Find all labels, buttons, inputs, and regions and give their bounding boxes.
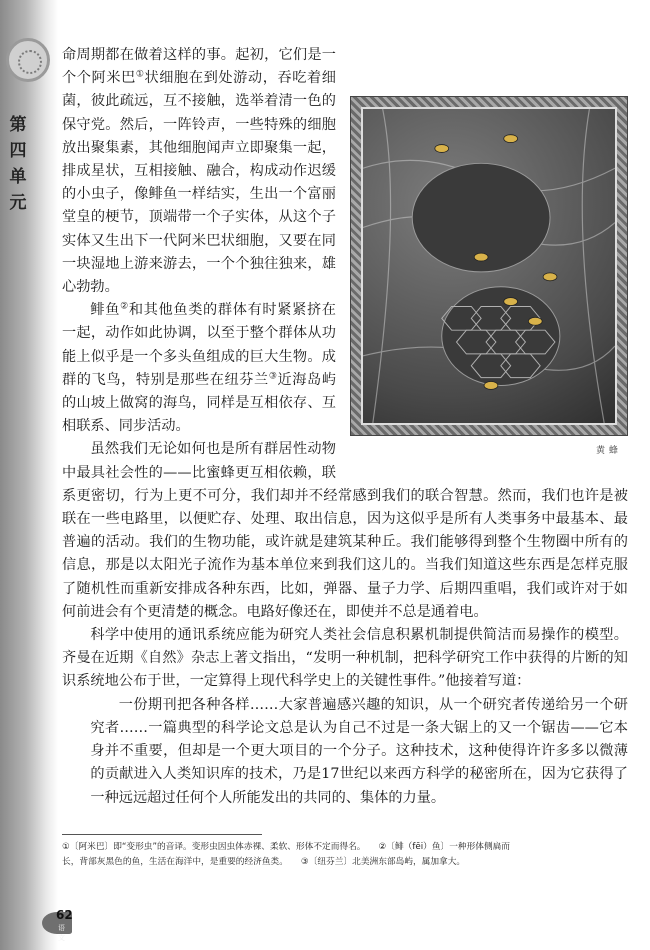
footnotes [62, 840, 628, 870]
unit-label: 第四单元 [9, 115, 27, 213]
figure-caption: 黄蜂 [595, 446, 622, 456]
footnote-marker-2: ② [120, 301, 129, 312]
subject-label: 语 文 [58, 924, 65, 942]
block-quote [62, 694, 628, 810]
decorative-emblem-icon [6, 38, 50, 82]
paragraph-2: 鲱鱼②和其他鱼类的群体有时紧紧挤在一起，动作如此协调，以至于整个群体从功能上似乎是一个多头鱼组成的巨大生物。成群的飞鸟，特别是那些在纽芬兰③近海岛屿的山坡上做窝的海鸟，同样是互相依存、互相联系、同步活动。 [62, 301, 336, 435]
wasp-nest-icon [363, 109, 615, 423]
page-number: 62 [56, 908, 73, 922]
paragraph-4: 科学中使用的通讯系统应能为研究人类社会信息积累机制提供简洁而易操作的模型。齐曼在近期《自然》杂志上著文指出，“发明一种机制，把科学研究工作中获得的片断的知识系统地公布于世，一定算得上现代科学史上的关键性事件。”他接着写道： [62, 627, 628, 690]
footnote-divider [62, 834, 262, 835]
paragraph-3: 虽然我们无论如何也是所有群居性动物中最具社会性的——比蜜蜂更互相依赖，联系更密切，行为上更不可分，我们却并不经常感到我们的联合智慧。然而，我们也许是被联在一些电路里，以便贮存、处理、取出信息，因为这似乎是所有人类事务中最基本、最普遍的活动。我们的生物功能，或许就是建筑某种丘。我们能够得到整个生物圈中所有的信息，那是以太阳光子流作为基本单位来到我们这儿的。当我们知道这些东西是怎样克服了随机性而重新安排成各种东西，比如，弹器、量子力学、后期四重唱，我们或许对于如何前进会有个更清楚的概念。电路好像还在，即使并不总是通着电。 [62, 441, 628, 620]
wasp-nest-illustration [361, 107, 617, 425]
unit-sidebar [0, 0, 58, 950]
image-frame [350, 96, 628, 436]
footnote-line-2: 长，背部灰黑色的鱼，生活在海洋中，是重要的经济鱼类。 ③〔纽芬兰〕北美洲东部岛屿，属加拿大。 [62, 857, 466, 867]
paragraph-1: 命周期都在做着这样的事。起初，它们是一个个阿米巴①状细胞在到处游动，吞吃着细菌，彼此疏远，互不接触，选举着清一色的保守党。然后，一阵铃声，一些特殊的细胞放出聚集素，其他细胞闻声立即聚集一起，排成星状，互相接触、融合，构成动作迟缓的小虫子，像鲱鱼一样结实，生出一个富丽堂皇的梗节，顶端带一个子实体，从这个子实体又生出下一代阿米巴状细胞，又要在同一块湿地上游来游去，一个个独往独来，雄心勃勃。 [62, 47, 336, 296]
page-body-flow [62, 44, 628, 810]
page-number-badge [42, 906, 74, 942]
footnote-marker-3: ③ [268, 371, 278, 382]
quote-text: 一份期刊把各种各样……大家普遍感兴趣的知识，从一个研究者传递给另一个研究者……一篇典型的科学论文总是认为自己不过是一条大锯上的又一个锯齿——它本身并不重要，但却是一个更大项目的一个分子。这种技术，这种使得许许多多以微薄的贡献进入人类知识库的技术，乃是17世纪以来西方科学的秘密所在，因为它获得了一种远远超过任何个人所能发出的共同的、集体的力量。 [90, 696, 628, 806]
wasp-figure [350, 96, 628, 463]
footnote-line-1: ①〔阿米巴〕即“变形虫”的音译。变形虫因虫体赤裸、柔软、形体不定而得名。 ②〔鲱（fēi）鱼〕一种形体侧扁而 [62, 842, 511, 852]
